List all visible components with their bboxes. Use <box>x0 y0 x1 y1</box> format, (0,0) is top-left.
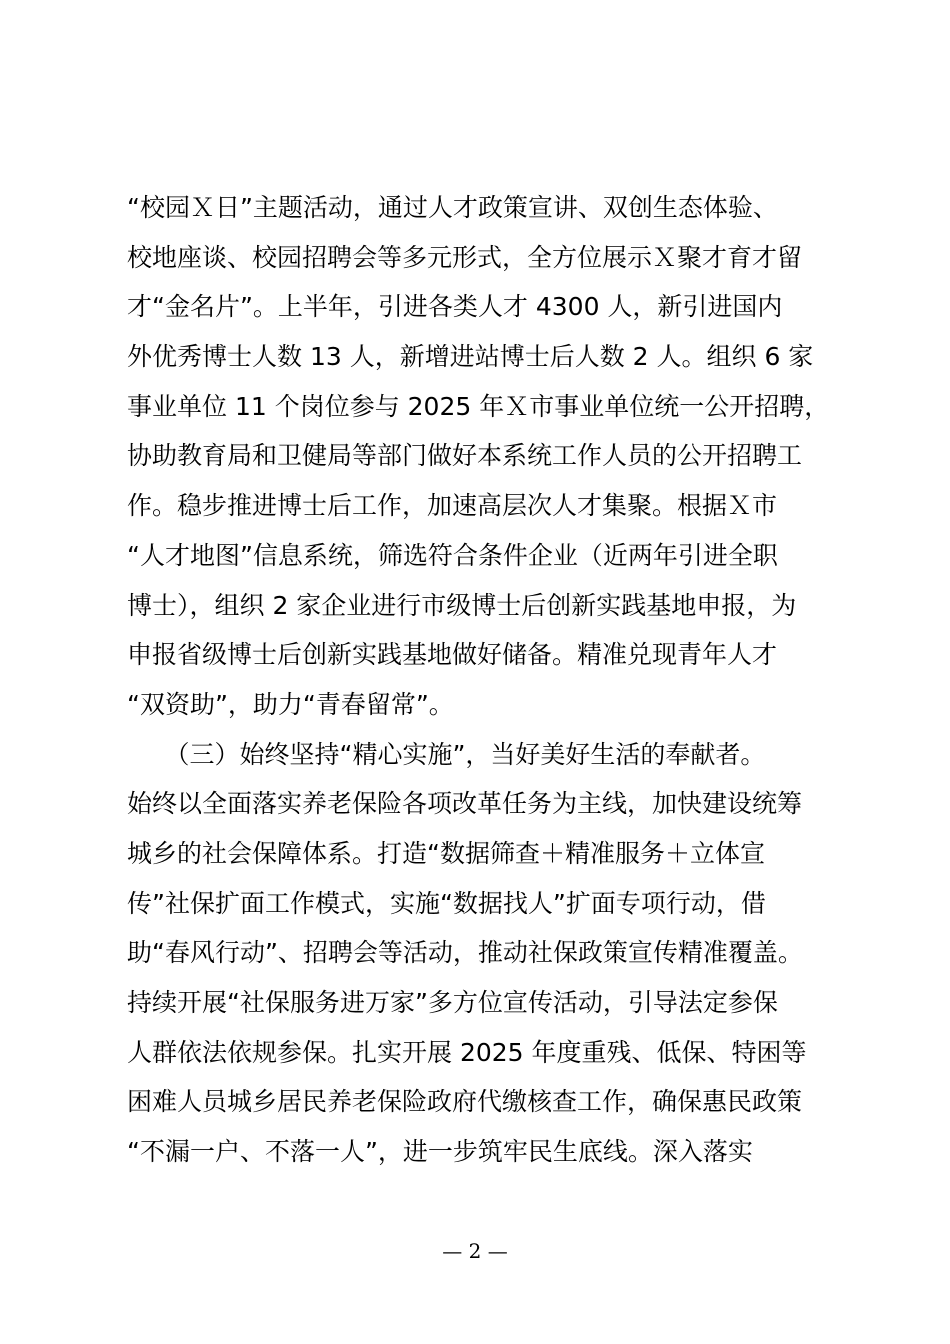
text-line: 持续开展“社保服务进万家”多方位宣传活动，引导法定参保 <box>127 988 778 1017</box>
text-line: “校园Ｘ日”主题活动，通过人才政策宣讲、双创生态体验、 <box>127 193 778 222</box>
text-line: 博士），组织 2 家企业进行市级博士后创新实践基地申报，为 <box>127 590 797 620</box>
text-line: 传”社保扩面工作模式，实施“数据找人”扩面专项行动，借 <box>127 888 766 918</box>
text-line: 助“春风行动”、招聘会等活动，推动社保政策宣传精准覆盖。 <box>127 938 803 968</box>
body-text <box>127 183 847 1177</box>
page-number: — 2 — <box>442 1239 508 1263</box>
text-line: 校地座谈、校园招聘会等多元形式，全方位展示Ｘ聚才育才留 <box>127 242 803 272</box>
text-line: 事业单位 11 个岗位参与 2025 年Ｘ市事业单位统一公开招聘， <box>127 391 830 421</box>
text-line: “不漏一户、不落一人”，进一步筑牢民生底线。深入落实 <box>127 1137 753 1167</box>
text-line: 困难人员城乡居民养老保险政府代缴核查工作，确保惠民政策 <box>127 1087 803 1117</box>
text-line: 外优秀博士人数 13 人，新增进站博士后人数 2 人。组织 6 家 <box>127 342 814 372</box>
text-line: 协助教育局和卫健局等部门做好本系统工作人员的公开招聘工 <box>127 441 803 471</box>
text-line: 才“金名片”。上半年，引进各类人才 4300 人，新引进国内 <box>127 292 783 322</box>
text-line: “人才地图”信息系统，筛选符合条件企业（近两年引进全职 <box>127 540 778 570</box>
text-line: 申报省级博士后创新实践基地做好储备。精准兑现青年人才 <box>127 640 778 670</box>
section-heading-line: （三）始终坚持“精心实施”，当好美好生活的奉献者。 <box>127 739 766 769</box>
text-line: 始终以全面落实养老保险各项改革任务为主线，加快建设统筹 <box>127 789 803 819</box>
text-line: 城乡的社会保障体系。打造“数据筛查＋精准服务＋立体宣 <box>127 838 765 868</box>
text-line: 人群依法依规参保。扎实开展 2025 年度重残、低保、特困等 <box>127 1037 807 1067</box>
text-line: 作。稳步推进博士后工作，加速高层次人才集聚。根据Ｘ市 <box>127 491 778 521</box>
text-line: “双资助”，助力“青春留常”。 <box>127 689 454 719</box>
